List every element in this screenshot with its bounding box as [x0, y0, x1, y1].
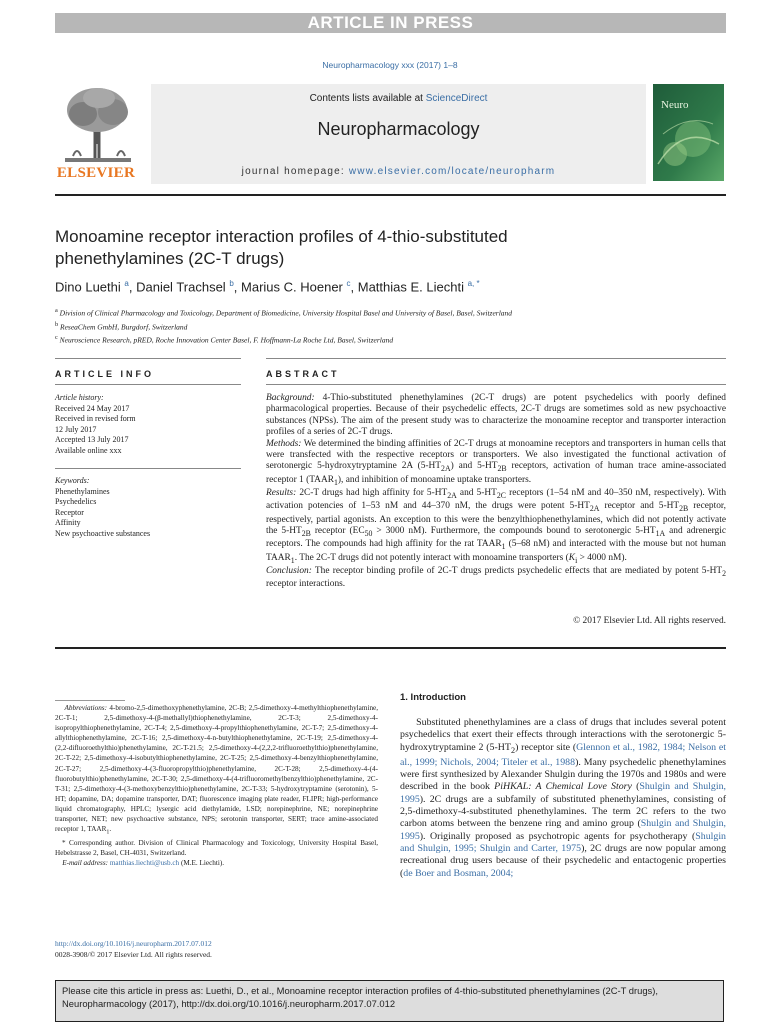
header-divider — [55, 194, 726, 196]
abstract-background: Background: 4-Thio-substituted phenethylamines (2C-T drugs) are potent psychedelics with poorly defined pharmacological properties. Because of their psychedelic effects, 2C-T drugs are sometimes sold as new psychoactive substances (NPSs). The aim of the present study was to characterize the monoamine receptor and transporter interaction profiles of a series of 2C-T drugs. — [266, 393, 726, 438]
reference-link[interactable]: de Boer and Bosman, 2004; — [403, 867, 514, 879]
main-divider — [55, 647, 726, 649]
author-affiliation-mark[interactable]: a — [124, 279, 129, 288]
abstract-conclusion: Conclusion: The receptor binding profile of 2C-T drugs predicts psychedelic effects that are mediated by potent $5-HT_2$ receptor interactions. — [266, 565, 726, 590]
email-footnote: E-mail address: matthias.liechti@usb.ch (M.E. Liechti). — [62, 858, 225, 867]
author-affiliation-mark[interactable]: a, * — [467, 279, 480, 288]
article-history — [55, 393, 235, 456]
journal-homepage-link[interactable]: www.elsevier.com/locate/neuropharm — [348, 166, 556, 177]
doi-block — [55, 938, 378, 960]
author-name: Matthias E. Liechti — [357, 279, 464, 295]
introduction-body: Substituted phenethylamines are a class of drugs that includes several potent psychedelics that exert their effects through interactions with the serotonergic 5-hydroxytryptamine 2 $(5-HT_2)$ receptor site (Glennon et al., 1982, 1984; Nelson et al., 1999; Nichols, 2004; Titeler et al., 1988). Many psychedelic phenethylamines were first synthesized by Alexander Shulgin during the 1970s and 1980s and were described in the book PiHKAL: A Chemical Love Story (Shulgin and Shulgin, 1995). 2C drugs are a subfamily of substituted phenethylamines, consisting of 2,5-dimethoxy-4-substituted phenethylamines. The term 2C refers to the two carbon atoms between the benzene ring and amino group (Shulgin and Shulgin, 1995). Originally proposed as psychotropic agents for psychotherapy (Shulgin and Shulgin, 1995; Shulgin and Carter, 1975), 2C drugs are now popular among recreational drug users because of their psychedelic and entactogenic properties (de Boer and Bosman, 2004; — [400, 717, 727, 879]
reference-link[interactable]: Glennon et al., 1982, 1984; Nelson et al., 1999; Nichols, 2004; Titeler et al., 1988 — [400, 741, 727, 768]
citation-notice: Please cite this article in press as: Luethi, D., et al., Monoamine receptor interaction profiles of 4-thio-substituted phenethylamines (2C-T drugs), Neuropharmacology (2017), http://dx.doi.org/10.1016/j.neuropharm.2017.07.012 — [55, 980, 724, 1022]
affiliation: $^a$ Division of Clinical Pharmacology and Toxicology, Department of Biomedicine, University Hospital Basel and University of Basel, Basel, Switzerland — [55, 307, 513, 318]
journal-homepage-line — [151, 166, 646, 177]
footnote-divider — [55, 700, 125, 701]
section-divider — [55, 358, 241, 359]
history-item: Accepted 13 July 2017 — [55, 435, 129, 444]
journal-reference[interactable]: Neuropharmacology xxx (2017) 1–8 — [322, 60, 458, 70]
author-email-link[interactable]: matthias.liechti@usb.ch — [109, 858, 180, 867]
affiliation: $^c$ Neuroscience Research, pRED, Roche Innovation Center Basel, F. Hoffmann-La Roche Ltd, Basel, Switzerland — [55, 334, 394, 345]
issn-line: 0028-3908/© 2017 Elsevier Ltd. All rights reserved. — [55, 950, 212, 959]
abstract-body — [266, 393, 726, 591]
author-name: Marius C. Hoener — [241, 279, 343, 295]
section-divider — [55, 384, 241, 385]
abbreviations-footnote: Abbreviations: 4-bromo-2,5-dimethoxyphenethylamine, 2C-B; 2,5-dimethoxy-4-methylthiophenethylamine, 2C-T-1; 2,5-dimethoxy-4-(β-methallyl)thiophenethylamine, 2C-T-3; 2,5-dimethoxy-4-isopropylthiophenethylamine, 2C-T-4; 2,5-dimethoxy-4-propylthiophenethylamine, 2C-T-7; 2,5-dimethoxy-4-allylthiophenethylamine, 2C-T-16; 2,5-dimethoxy-4-n-butylthiophenethylamine, 2C-T-19; 2,5-dimethoxy-4-(2,2-difluoroethylthio)phenethylamine, 2C-T-21.5; 2,5-dimethoxy-4-(2,2,2-trifluoroethylthio)phenethylamine, 2C-T-22; 2,5-dimethoxy-4-isobutylthiophenethylamine, 2C-T-25; 2,5-dimethoxy-4-benzylthiophenethylamine, 2C-T-27; 2,5-dimethoxy-4-(3-fluoropropylthio)phenethylamine, 2C-T-28; 2,5-dimethoxy-4-(4-fluorobutylthio)phenethylamine, 2C-T-30; 2,5-dimethoxy-4-(4-trifluoromethylbenzylthio)phenethylamine, 2C-T-31; 2,5-dimethoxy-4-(3-methoxybenzylthio)phenethylamine, 2C-T-33; 5-hydroxytryptamine (serotonin), 5-HT; dopamine, DA; dopamine transporter, DAT; fluorescence imaging plate reader, FLIPR; high-performance liquid chromatography, HPLC; lysergic acid diethylamide, LSD; norepinephrine, NE; norepinephrine transporter, NET; new psychoactive substance, NPS; serotonin transporter, SERT; trace amine-associated receptor 1, $TAAR_1$. — [55, 704, 379, 836]
article-info-heading: ARTICLE INFO — [55, 369, 154, 379]
doi-link[interactable]: http://dx.doi.org/10.1016/j.neuropharm.2017.07.012 — [55, 939, 212, 948]
sciencedirect-link[interactable]: ScienceDirect — [425, 93, 488, 104]
abstract-methods: Methods: We determined the binding affinities of 2C-T drugs at monoamine receptors and transporters in human cells that were transfected with the respective receptors or transporters. We also investigated the functional activation of serotonergic 5-hydroxytryptamine 2A $(5-HT_{2A})$ and $5-HT_{2B}$ receptors, activation of human trace amine-associated receptor 1 $(TAAR_1)$, and inhibition of monoamine uptake transporters. — [266, 438, 727, 487]
journal-cover-image — [653, 84, 724, 181]
journal-name: Neuropharmacology — [317, 119, 480, 139]
history-item: Received 24 May 2017 — [55, 403, 130, 413]
contents-prefix: Contents lists available at — [309, 93, 426, 104]
author-name: Dino Luethi — [55, 279, 121, 295]
journal-header — [151, 84, 646, 184]
article-title: Monoamine receptor interaction profiles of 4-thio-substituted phenethylamines (2C-T drugs) — [55, 227, 508, 268]
author-affiliation-mark[interactable]: c — [346, 279, 351, 288]
history-item: 12 July 2017 — [55, 424, 97, 434]
keyword-item: New psychoactive substances — [55, 528, 151, 538]
section-divider — [266, 384, 726, 385]
keywords — [55, 476, 235, 539]
cover-title: Neuro — [661, 99, 689, 111]
keyword-item: Receptor — [55, 507, 84, 517]
contents-lists-line — [151, 93, 646, 104]
abstract-heading: ABSTRACT — [266, 369, 340, 379]
author-list: Dino Luethi $^a$, Daniel Trachsel $^b$, Marius C. Hoener $^c$, Matthias E. Liechti $^{a, *}$ — [55, 279, 480, 295]
abstract-results: Results: 2C-T drugs had high affinity for $5-HT_{2A}$ and $5-HT_{2C}$ receptors (1–54 nM and 40–350 nM, respectively). With activation potencies of 1–53 nM and 44–370 nM, the drugs were potent $5-HT_{2A}$ receptor and $5-HT_{2B}$ receptor, respectively, partial agonists. An exception to this were the benzylthiophenethylamines, which did not potently activate the $5-HT_{2B}$ receptor ($EC_{50} > 3000$ nM). Furthermore, the compounds bound to serotonergic $5-HT_{1A}$ and adrenergic receptors. The compounds had high affinity for the rat $TAAR_1$ (5–68 nM) and interacted with the mouse but not human $TAAR_1$. The 2C-T drugs did not potently interact with monoamine transporters ($K_i > 4000$ nM). — [266, 488, 727, 565]
keyword-item: Phenethylamines — [55, 486, 110, 496]
history-item: Available online xxx — [55, 445, 122, 455]
section-divider — [55, 468, 241, 469]
keywords-label: Keywords: — [55, 476, 90, 485]
homepage-prefix: journal homepage: — [241, 166, 349, 177]
affiliation-list — [55, 305, 715, 346]
article-in-press-banner: ARTICLE IN PRESS — [55, 13, 726, 33]
elsevier-wordmark: ELSEVIER — [56, 165, 136, 181]
footnotes — [55, 703, 378, 868]
author-affiliation-mark[interactable]: b — [229, 279, 234, 288]
keyword-item: Psychedelics — [55, 497, 97, 506]
affiliation: $^b$ ReseaChem GmbH, Burgdorf, Switzerland — [55, 320, 188, 331]
abstract-copyright: © 2017 Elsevier Ltd. All rights reserved. — [573, 616, 726, 626]
reference-link[interactable]: Shulgin and Shulgin, 1995 — [400, 781, 726, 805]
article-history-label: Article history: — [55, 393, 104, 402]
reference-link[interactable]: Shulgin and Shulgin, 1995; Shulgin and Carter, 1975 — [400, 830, 726, 854]
section-divider — [266, 358, 726, 359]
reference-link[interactable]: Shulgin and Shulgin, 1995 — [400, 818, 727, 842]
introduction-heading: 1. Introduction — [400, 692, 466, 703]
keyword-item: Affinity — [55, 518, 81, 527]
history-item: Received in revised form — [55, 414, 136, 423]
author-name: Daniel Trachsel — [136, 279, 226, 295]
corresponding-author-footnote: * Corresponding author. Division of Clinical Pharmacology and Toxicology, University Hospital Basel, Hebelstrasse 2, Basel, CH-4031, Switzerland. — [55, 838, 379, 857]
